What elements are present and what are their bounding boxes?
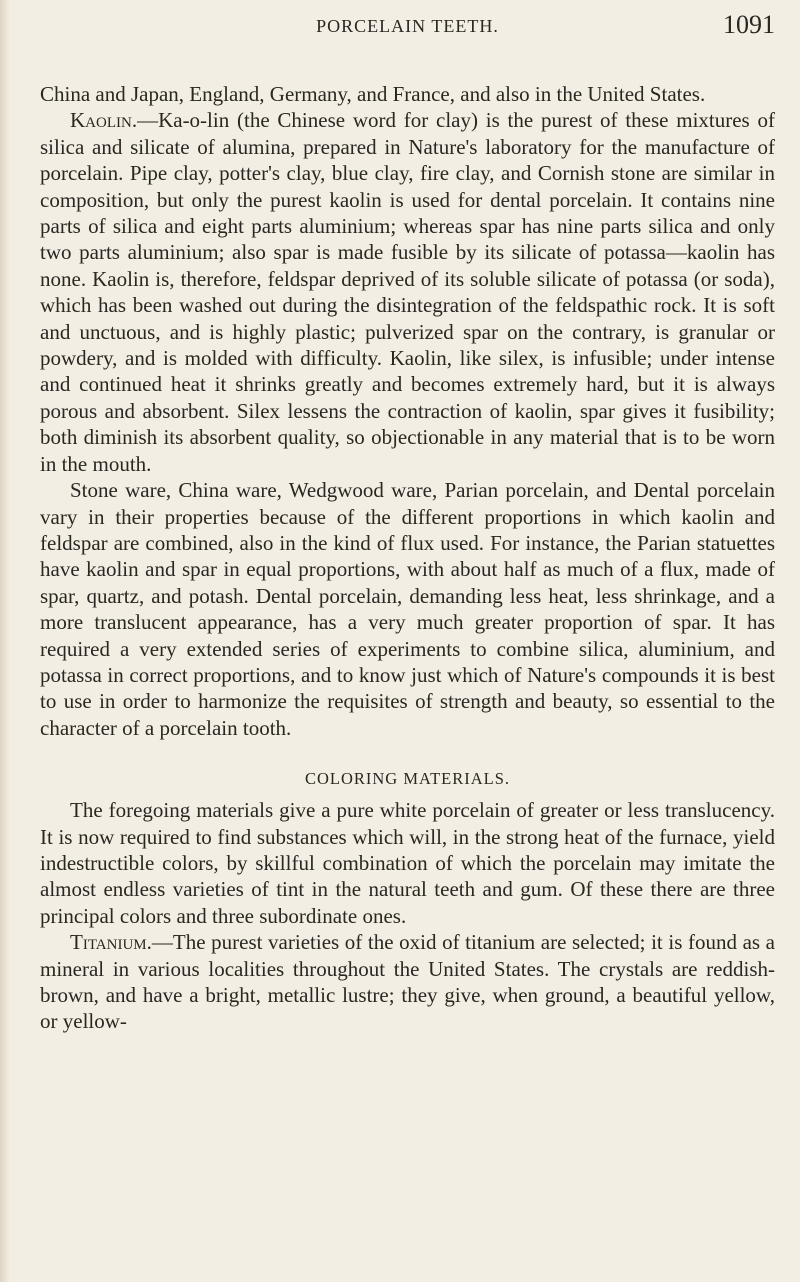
kaolin-run-in-heading: Kaolin. <box>70 108 138 133</box>
titanium-run-in-heading: Titanium. <box>70 930 152 955</box>
running-title: PORCELAIN TEETH. <box>316 16 499 36</box>
kaolin-paragraph-text: —Ka-o-lin (the Chinese word for clay) is the purest of these mixtures of silica and silicate of alumina, prepared in Nature's laboratory for the manufacture of porcelain. Pipe clay, potter's clay, blue clay, fire clay, and Cornish stone are similar in composition, but only the purest kaolin is used for dental porcelain. It contains nine parts of silica and eight parts aluminium; whereas spar has nine parts silica and only two parts aluminium; also spar is made fusible by its silicate of potassa—kaolin has none. Kaolin is, therefore, feldspar deprived of its soluble silicate of potassa (or soda), which has been washed out during the disintegration of the feldspathic rock. It is soft and unctuous, and is highly plastic; pulverized spar on the contrary, is granular or powdery, and is molded with difficulty. Kaolin, like silex, is infusible; under intense and continued heat it shrinks greatly and becomes extremely hard, but it is always porous and absorbent. Silex lessens the contraction of kaolin, spar gives it fusibility; both diminish its absorbent quality, so objectionable in any material that is to be worn in the mouth. <box>40 108 775 476</box>
paragraph-continuation: China and Japan, England, Germany, and France, and also in the United States. <box>40 82 706 106</box>
paragraph-porcelain-types: Stone ware, China ware, Wedgwood ware, Parian porcelain, and Dental porcelain vary in their properties because of the different proportions in which kaolin and feldspar are combined, also in the kind of flux used. For instance, the Parian statuettes have kaolin and spar in equal proportions, with about half as much of a flux, made of spar, quartz, and potash. Dental porcelain, demanding less heat, less shrinkage, and a more translucent appearance, has a very much greater proportion of spar. It has required a very extended series of experiments to combine silica, aluminium, and potassa in correct proportions, and to know just which of Nature's compounds it is best to use in order to harmonize the requisites of strength and beauty, so essential to the character of a porcelain tooth. <box>40 478 775 740</box>
page-gutter-shadow <box>0 0 10 1282</box>
paragraph-kaolin <box>40 107 775 477</box>
titanium-paragraph-text: —The purest varieties of the oxid of titanium are selected; it is found as a mineral in various localities throughout the United States. The crystals are reddish-brown, and have a bright, metallic lustre; they give, when ground, a beautiful yellow, or yellow- <box>40 930 775 1034</box>
paragraph-coloring-intro: The foregoing materials give a pure white porcelain of greater or less translucency. It is now required to find substances which will, in the strong heat of the furnace, yield indestructible colors, by skillful combination of which the porcelain may imitate the almost endless varieties of tint in the natural teeth and gum. Of these there are three principal colors and three subordinate ones. <box>40 798 775 928</box>
body-text <box>40 81 775 1035</box>
page-number: 1091 <box>723 10 775 39</box>
paragraph-titanium <box>40 929 775 1035</box>
running-head <box>40 6 775 46</box>
section-heading-coloring-materials: COLORING MATERIALS. <box>304 769 511 789</box>
